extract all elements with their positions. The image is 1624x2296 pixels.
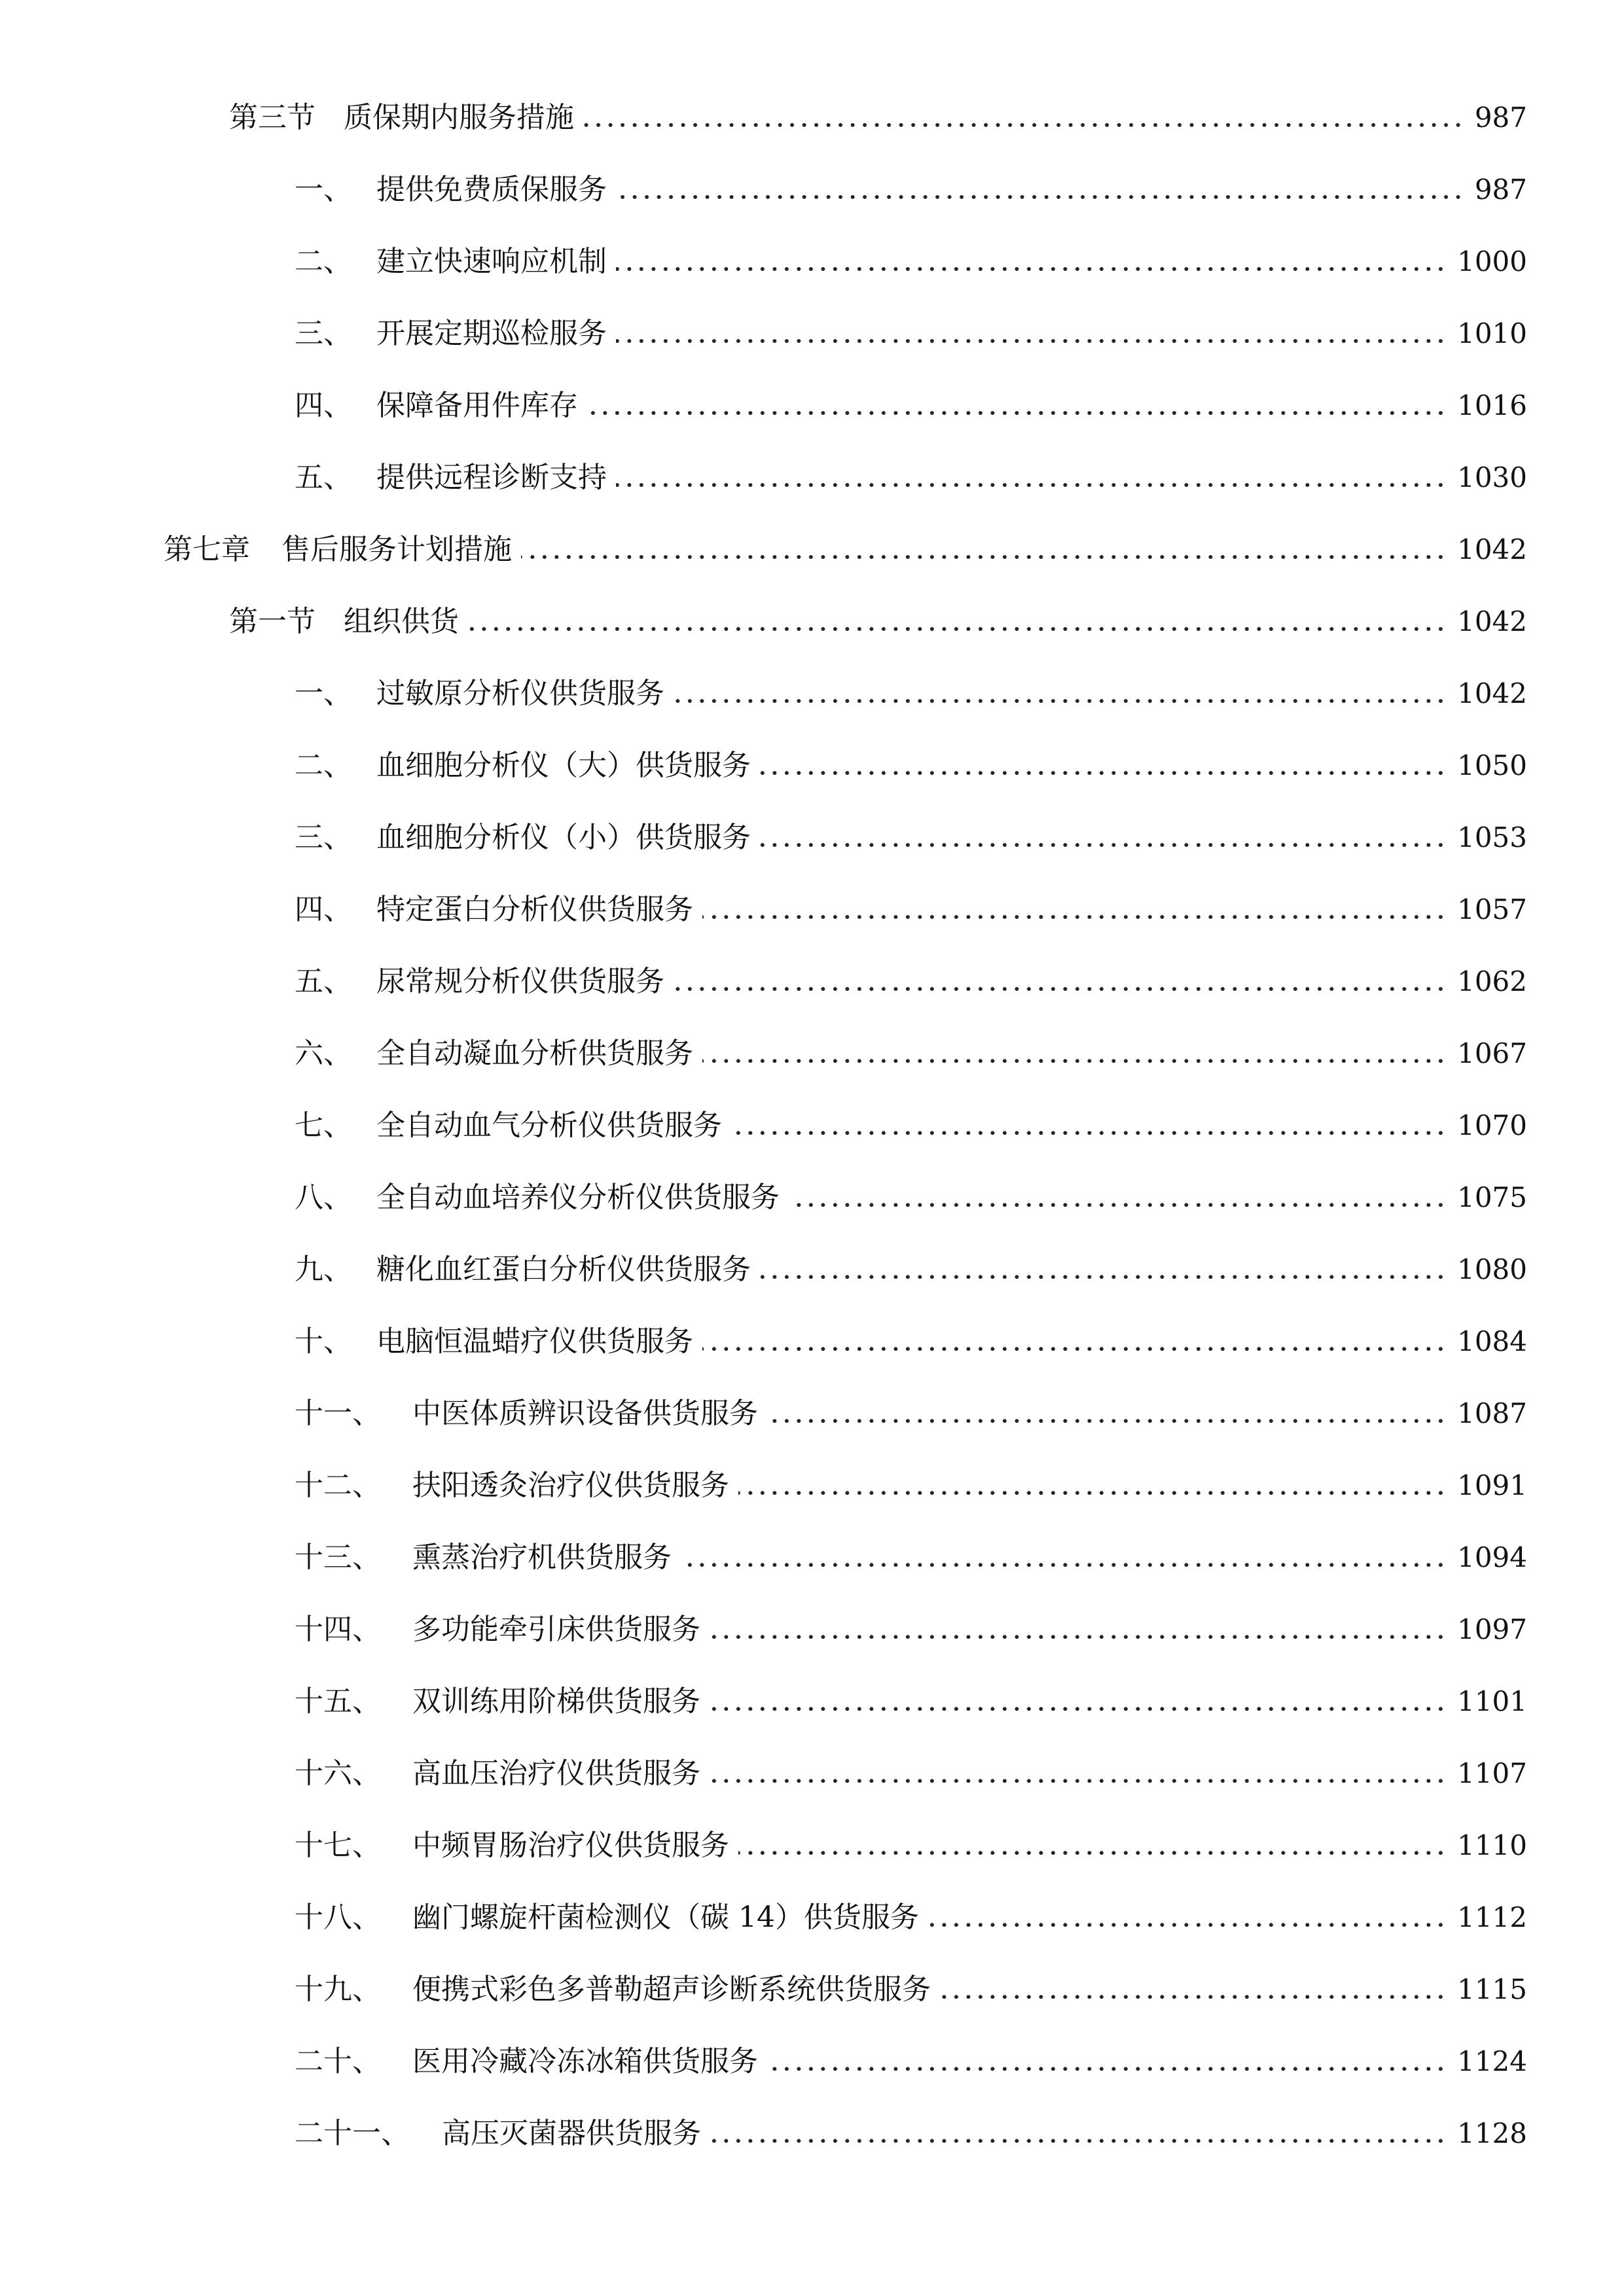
toc-leader-dots	[616, 482, 1447, 488]
toc-entry-item[interactable]	[0, 884, 1624, 936]
toc-entry-page: 1115	[1457, 1973, 1527, 2005]
toc-leader-dots	[928, 1922, 1447, 1928]
toc-entry-item[interactable]	[0, 1820, 1624, 1872]
toc-entry-page: 1128	[1457, 2117, 1527, 2149]
toc-entry-title: 高血压治疗仪供货服务	[412, 1757, 700, 1790]
toc-leader-dots	[767, 1418, 1447, 1424]
toc-leader-dots	[710, 1634, 1447, 1640]
toc-entry-number: 第一节	[229, 605, 316, 638]
toc-leader-dots	[738, 1850, 1447, 1856]
toc-entry-number: 第七章	[164, 533, 250, 566]
toc-entry-title: 血细胞分析仪（大）供货服务	[376, 749, 751, 782]
toc-leader-dots	[760, 770, 1447, 776]
toc-entry-number: 二十、	[295, 2045, 381, 2078]
toc-entry-number: 十、	[295, 1325, 352, 1358]
toc-entry-title: 组织供货	[344, 605, 459, 638]
toc-entry-item[interactable]	[0, 956, 1624, 1008]
toc-entry-item[interactable]	[0, 1172, 1624, 1224]
toc-entry-title: 多功能牵引床供货服务	[412, 1613, 700, 1646]
toc-entry-page: 1042	[1457, 533, 1527, 565]
toc-entry-title: 糖化血红蛋白分析仪供货服务	[376, 1253, 751, 1286]
toc-leader-dots	[760, 842, 1447, 848]
toc-leader-dots	[616, 194, 1464, 200]
toc-entry-page: 1084	[1457, 1325, 1527, 1357]
toc-entry-title: 售后服务计划措施	[281, 533, 512, 566]
toc-entry-title: 便携式彩色多普勒超声诊断系统供货服务	[412, 1973, 931, 2006]
toc-entry-item[interactable]	[0, 1748, 1624, 1800]
toc-entry-number: 四、	[295, 389, 352, 422]
toc-entry-chapter[interactable]	[0, 524, 1624, 576]
toc-leader-dots	[702, 1058, 1447, 1064]
toc-entry-number: 第三节	[229, 101, 316, 134]
toc-entry-number: 十七、	[295, 1829, 381, 1862]
toc-entry-page: 1042	[1457, 677, 1527, 709]
toc-entry-page: 1094	[1457, 1541, 1527, 1573]
toc-entry-title: 特定蛋白分析仪供货服务	[376, 893, 693, 926]
toc-leader-dots	[731, 1130, 1447, 1136]
toc-entry-item[interactable]	[0, 1892, 1624, 1944]
toc-entry-title: 高压灭菌器供货服务	[442, 2117, 701, 2150]
toc-entry-item[interactable]	[0, 1028, 1624, 1080]
toc-entry-title: 扶阳透灸治疗仪供货服务	[412, 1469, 729, 1502]
toc-entry-item[interactable]	[0, 164, 1624, 216]
toc-entry-title: 质保期内服务措施	[344, 101, 574, 134]
toc-entry-title: 医用冷藏冷冻冰箱供货服务	[412, 2045, 758, 2078]
toc-leader-dots	[674, 698, 1447, 704]
toc-entry-item[interactable]	[0, 1676, 1624, 1728]
toc-entry-item[interactable]	[0, 2108, 1624, 2160]
toc-entry-page: 1087	[1457, 1397, 1527, 1429]
toc-entry-item[interactable]	[0, 1532, 1624, 1584]
toc-entry-title: 全自动凝血分析供货服务	[376, 1037, 693, 1070]
toc-leader-dots	[521, 554, 1447, 560]
toc-entry-number: 十二、	[295, 1469, 381, 1502]
toc-entry-page: 1101	[1457, 1685, 1527, 1717]
toc-entry-number: 三、	[295, 821, 352, 854]
toc-leader-dots	[468, 626, 1447, 632]
toc-entry-number: 十三、	[295, 1541, 381, 1574]
toc-entry-page: 987	[1474, 173, 1527, 206]
toc-leader-dots	[702, 914, 1447, 920]
toc-entry-item[interactable]	[0, 1244, 1624, 1296]
toc-entry-page: 1080	[1457, 1253, 1527, 1285]
toc-entry-item[interactable]	[0, 236, 1624, 288]
toc-entry-page: 1062	[1457, 965, 1527, 997]
toc-entry-item[interactable]	[0, 812, 1624, 864]
toc-entry-title: 全自动血培养仪分析仪供货服务	[376, 1181, 780, 1214]
toc-entry-number: 五、	[295, 965, 352, 998]
toc-leader-dots	[738, 1490, 1447, 1496]
toc-entry-page: 1000	[1457, 245, 1527, 278]
toc-entry-item[interactable]	[0, 1964, 1624, 2016]
toc-entry-title: 中频胃肠治疗仪供货服务	[412, 1829, 729, 1862]
toc-entry-number: 六、	[295, 1037, 352, 1070]
toc-entry-page: 1091	[1457, 1469, 1527, 1501]
toc-entry-page: 1010	[1457, 317, 1527, 350]
toc-entry-title: 保障备用件库存	[376, 389, 578, 422]
toc-entry-item[interactable]	[0, 1100, 1624, 1152]
toc-entry-page: 1053	[1457, 821, 1527, 853]
toc-entry-title: 幽门螺旋杆菌检测仪（碳 14）供货服务	[412, 1901, 919, 1934]
toc-leader-dots	[710, 1778, 1447, 1784]
toc-entry-number: 十五、	[295, 1685, 381, 1718]
toc-entry-item[interactable]	[0, 740, 1624, 792]
toc-leader-dots	[767, 2066, 1447, 2072]
toc-entry-item[interactable]	[0, 1316, 1624, 1368]
toc-entry-title: 过敏原分析仪供货服务	[376, 677, 664, 710]
toc-entry-number: 三、	[295, 317, 352, 350]
toc-entry-item[interactable]	[0, 452, 1624, 504]
toc-leader-dots	[681, 1562, 1447, 1568]
toc-entry-title: 中医体质辨识设备供货服务	[412, 1397, 758, 1430]
toc-entry-item[interactable]	[0, 1388, 1624, 1440]
toc-entry-title: 电脑恒温蜡疗仪供货服务	[376, 1325, 693, 1358]
toc-entry-number: 二十一、	[295, 2117, 410, 2150]
toc-entry-number: 二、	[295, 245, 352, 278]
toc-leader-dots	[616, 266, 1447, 272]
toc-entry-page: 1030	[1457, 461, 1527, 493]
toc-entry-title: 提供免费质保服务	[376, 173, 607, 206]
toc-entry-page: 1016	[1457, 389, 1527, 422]
toc-entry-number: 十六、	[295, 1757, 381, 1790]
toc-entry-number: 八、	[295, 1181, 352, 1214]
toc-leader-dots	[583, 122, 1464, 128]
toc-leader-dots	[760, 1274, 1447, 1280]
toc-entry-number: 七、	[295, 1109, 352, 1142]
toc-entry-title: 提供远程诊断支持	[376, 461, 607, 494]
toc-leader-dots	[940, 1994, 1447, 2000]
toc-entry-number: 十九、	[295, 1973, 381, 2006]
toc-leader-dots	[789, 1202, 1447, 1208]
toc-entry-item[interactable]	[0, 1460, 1624, 1512]
toc-entry-title: 建立快速响应机制	[376, 245, 607, 278]
toc-leader-dots	[674, 986, 1447, 992]
toc-entry-page: 1050	[1457, 749, 1527, 781]
toc-entry-page: 1107	[1457, 1757, 1527, 1789]
toc-entry-page: 1057	[1457, 893, 1527, 925]
toc-entry-item[interactable]	[0, 668, 1624, 720]
toc-entry-number: 四、	[295, 893, 352, 926]
toc-entry-title: 血细胞分析仪（小）供货服务	[376, 821, 751, 854]
toc-entry-title: 熏蒸治疗机供货服务	[412, 1541, 672, 1574]
toc-entry-item[interactable]	[0, 1604, 1624, 1656]
toc-entry-section[interactable]	[0, 596, 1624, 648]
toc-entry-number: 二、	[295, 749, 352, 782]
toc-entry-item[interactable]	[0, 380, 1624, 432]
toc-entry-page: 1042	[1457, 605, 1527, 637]
toc-entry-number: 十八、	[295, 1901, 381, 1934]
toc-entry-page: 1075	[1457, 1181, 1527, 1213]
toc-entry-number: 一、	[295, 173, 352, 206]
toc-leader-dots	[616, 338, 1447, 344]
toc-entry-title: 开展定期巡检服务	[376, 317, 607, 350]
toc-leader-dots	[587, 410, 1447, 416]
toc-entry-title: 双训练用阶梯供货服务	[412, 1685, 700, 1718]
toc-entry-number: 十四、	[295, 1613, 381, 1646]
toc-entry-item[interactable]	[0, 2036, 1624, 2088]
toc-entry-number: 九、	[295, 1253, 352, 1286]
toc-entry-section[interactable]	[0, 92, 1624, 144]
toc-entry-number: 十一、	[295, 1397, 381, 1430]
toc-entry-page: 1097	[1457, 1613, 1527, 1645]
toc-entry-title: 全自动血气分析仪供货服务	[376, 1109, 722, 1142]
toc-entry-number: 五、	[295, 461, 352, 494]
toc-entry-page: 1070	[1457, 1109, 1527, 1141]
toc-entry-page: 1067	[1457, 1037, 1527, 1069]
toc-leader-dots	[710, 2138, 1447, 2144]
toc-leader-dots	[710, 1706, 1447, 1712]
toc-entry-item[interactable]	[0, 308, 1624, 360]
toc-entry-page: 1124	[1457, 2045, 1527, 2077]
toc-leader-dots	[702, 1346, 1447, 1352]
toc-entry-page: 1112	[1457, 1901, 1527, 1933]
toc-entry-number: 一、	[295, 677, 352, 710]
toc-entry-page: 1110	[1457, 1829, 1527, 1861]
toc-entry-page: 987	[1474, 101, 1527, 134]
toc-entry-title: 尿常规分析仪供货服务	[376, 965, 664, 998]
